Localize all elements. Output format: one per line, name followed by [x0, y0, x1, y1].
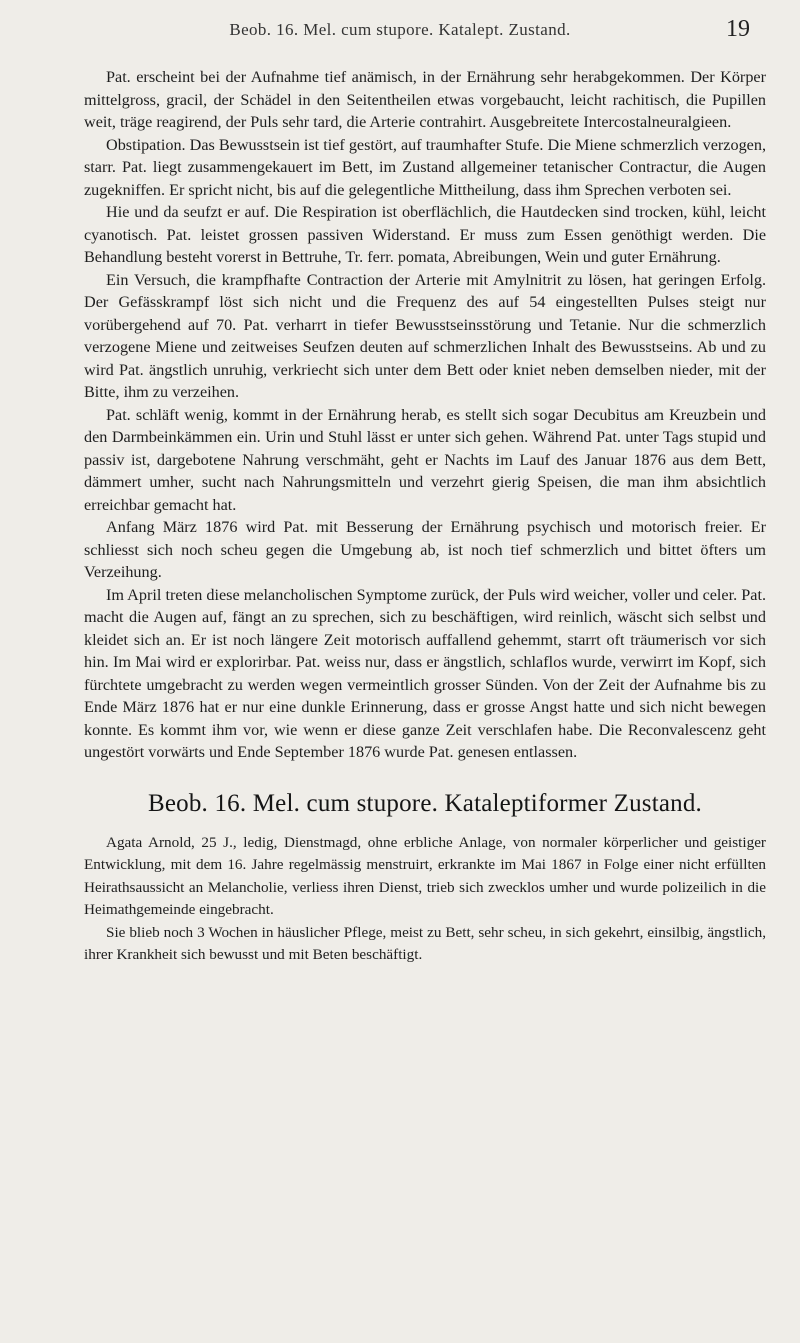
paragraph: Agata Arnold, 25 J., ledig, Dienstmagd, ohne erbliche Anlage, von normaler körperlicher und geistiger Entwicklung, mit dem 16. Jahre regelmässig menstruirt, erkrankte im Mai 1867 in Folge einer nicht erfüllten Heirathsaussicht an Melancholie, verliess ihren Dienst, trieb sich zwecklos umher und wurde polizeilich in die Heimathgemeinde eingebracht.	[84, 833, 766, 918]
case-report	[84, 832, 766, 967]
body-text	[84, 66, 766, 967]
paragraph: Pat. schläft wenig, kommt in der Ernährung herab, es stellt sich sogar Decubitus am Kreuzbein und den Darmbeinkämmen ein. Urin und Stuhl lässt er unter sich gehen. Während Pat. unter Tags stupid und passiv ist, dargebotene Nahrung verschmäht, geht er Nachts im Lauf des Januar 1876 aus dem Bett, dämmert umher, sucht nach Nahrungsmitteln und verzehrt gierig Speisen, die man ihm absichtlich erreichbar gemacht hat.	[84, 405, 766, 514]
paragraph: Sie blieb noch 3 Wochen in häuslicher Pflege, meist zu Bett, sehr scheu, in sich gekehrt, einsilbig, ängstlich, ihrer Krankheit sich bewusst und mit Beten beschäftigt.	[84, 923, 766, 963]
section-heading: Beob. 16. Mel. cum stupore. Kataleptiformer Zustand.	[147, 789, 702, 817]
paragraph: Hie und da seufzt er auf. Die Respiration ist oberflächlich, die Hautdecken sind trocken, kühl, leicht cyanotisch. Pat. leistet grossen passiven Widerstand. Er muss zum Essen genöthigt werden. Die Behandlung besteht vorerst in Bettruhe, Tr. ferr. pomata, Abreibungen, Wein und guter Ernährung.	[84, 203, 766, 266]
paragraph: Im April treten diese melancholischen Symptome zurück, der Puls wird weicher, voller und celer. Pat. macht die Augen auf, fängt an zu sprechen, sich zu beschäftigen, wird reinlich, wäscht sich selbst und kleidet sich an. Er ist noch längere Zeit motorisch auffallend gehemmt, starrt oft träumerisch vor sich hin. Im Mai wird er explorirbar. Pat. weiss nur, dass er ängstlich, schlaflos wurde, verwirrt im Kopf, sich fürchtete umgebracht zu werden wegen vermeintlich grosser Sünden. Von der Zeit der Aufnahme bis zu Ende März 1876 hat er nur eine dunkle Erinnerung, dass er grosse Angst hatte und sich nicht bewegen konnte. Es kommt ihm vor, wie wenn er diese ganze Zeit verschlafen habe. Die Reconvalescenz geht ungestört vorwärts und Ende September 1876 wurde Pat. genesen entlassen.	[84, 585, 766, 761]
paragraph: Obstipation. Das Bewusstsein ist tief gestört, auf traumhafter Stufe. Die Miene schmerzlich verzogen, starr. Pat. liegt zusammengekauert im Bett, im Zustand allgemeiner tetanischer Contractur, die Augen zugekniffen. Er spricht nicht, bis auf die gelegentliche Mittheilung, dass ihm Sprechen verboten sei.	[84, 135, 766, 199]
paragraph: Ein Versuch, die krampfhafte Contraction der Arterie mit Amylnitrit zu lösen, hat geringen Erfolg. Der Gefässkrampf löst sich nicht und die Frequenz des auf 54 eingestellten Pulses steigt nur vorübergehend auf 70. Pat. verharrt in tiefer Bewusstseinsstörung und Tetanie. Nur die schmerzlich verzogene Miene und zeitweises Seufzen deuten auf schmerzlichen Inhalt des Bewusstseins. Ab und zu wird Pat. ängstlich unruhig, verkriecht sich unter dem Bett oder kniet neben demselben nieder, mit der Bitte, ihm zu verzeihen.	[84, 270, 766, 401]
paragraph: Anfang März 1876 wird Pat. mit Besserung der Ernährung psychisch und motorisch freier. Er schliesst sich noch scheu gegen die Umgebung ab, ist noch tief schmerzlich und bittet öfters um Verzeihung.	[84, 518, 766, 581]
running-head-title: Beob. 16. Mel. cum stupore. Katalept. Zustand.	[229, 20, 571, 39]
page-number: 19	[726, 16, 750, 42]
running-head	[90, 16, 750, 46]
paragraph: Pat. erscheint bei der Aufnahme tief anämisch, in der Ernährung sehr herabgekommen. Der Körper mittelgross, gracil, der Schädel in den Seitentheilen etwas vorgebaucht, leicht rachitisch, die Pupillen weit, träge reagirend, der Puls sehr tard, die Arterie contrahirt. Ausgebreitete Intercostalneuralgieen.	[84, 68, 766, 131]
